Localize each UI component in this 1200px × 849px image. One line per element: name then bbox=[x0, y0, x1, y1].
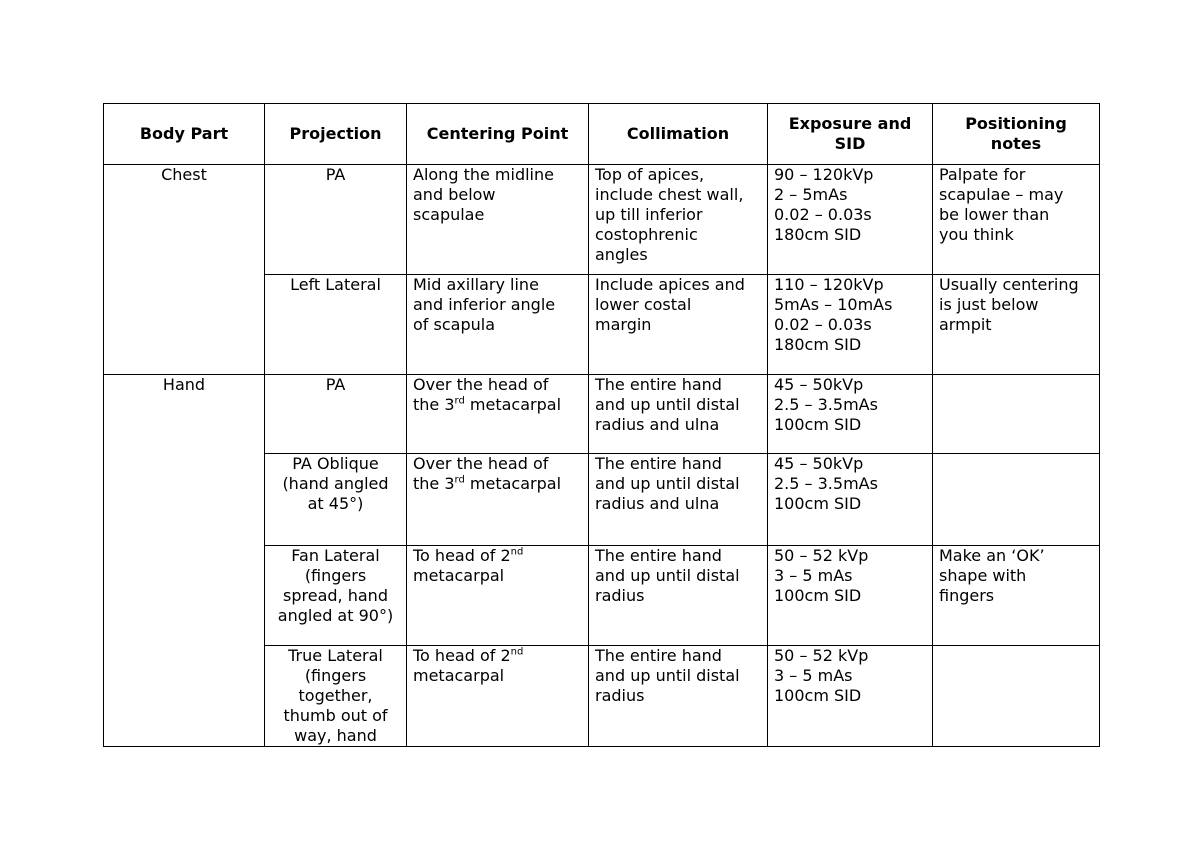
notes-cell bbox=[933, 454, 1100, 546]
projection-cell: PA bbox=[265, 165, 407, 275]
header-positioning-notes: Positioning notes bbox=[933, 104, 1100, 165]
exposure-cell: 45 – 50kVp 2.5 – 3.5mAs 100cm SID bbox=[768, 454, 933, 546]
table-row bbox=[104, 375, 1100, 454]
projection-cell: True Lateral (fingers together, thumb out of way, hand bbox=[265, 646, 407, 747]
collimation-cell: Top of apices, include chest wall, up till inferior costophrenic angles bbox=[589, 165, 768, 275]
notes-cell: Make an ‘OK’ shape with fingers bbox=[933, 546, 1100, 646]
collimation-cell: The entire hand and up until distal radius bbox=[589, 546, 768, 646]
centering-cell: To head of 2nd metacarpal bbox=[407, 546, 589, 646]
header-projection: Projection bbox=[265, 104, 407, 165]
exposure-cell: 110 – 120kVp 5mAs – 10mAs 0.02 – 0.03s 180cm SID bbox=[768, 275, 933, 375]
exposure-cell: 50 – 52 kVp 3 – 5 mAs 100cm SID bbox=[768, 646, 933, 747]
projection-cell: Left Lateral bbox=[265, 275, 407, 375]
projection-cell: PA Oblique (hand angled at 45°) bbox=[265, 454, 407, 546]
positioning-table bbox=[103, 103, 1100, 747]
exposure-cell: 90 – 120kVp 2 – 5mAs 0.02 – 0.03s 180cm SID bbox=[768, 165, 933, 275]
collimation-cell: Include apices and lower costal margin bbox=[589, 275, 768, 375]
collimation-cell: The entire hand and up until distal radius bbox=[589, 646, 768, 747]
body-part-cell: Hand bbox=[104, 375, 265, 747]
notes-cell bbox=[933, 646, 1100, 747]
centering-cell: Along the midline and below scapulae bbox=[407, 165, 589, 275]
collimation-cell: The entire hand and up until distal radius and ulna bbox=[589, 375, 768, 454]
exposure-cell: 50 – 52 kVp 3 – 5 mAs 100cm SID bbox=[768, 546, 933, 646]
centering-cell: Mid axillary line and inferior angle of scapula bbox=[407, 275, 589, 375]
notes-cell: Usually centering is just below armpit bbox=[933, 275, 1100, 375]
table-row bbox=[104, 165, 1100, 275]
notes-cell: Palpate for scapulae – may be lower than you think bbox=[933, 165, 1100, 275]
collimation-cell: The entire hand and up until distal radius and ulna bbox=[589, 454, 768, 546]
header-centering-point: Centering Point bbox=[407, 104, 589, 165]
centering-cell: Over the head of the 3rd metacarpal bbox=[407, 375, 589, 454]
header-body-part: Body Part bbox=[104, 104, 265, 165]
exposure-cell: 45 – 50kVp 2.5 – 3.5mAs 100cm SID bbox=[768, 375, 933, 454]
header-exposure-sid: Exposure and SID bbox=[768, 104, 933, 165]
projection-cell: Fan Lateral (fingers spread, hand angled at 90°) bbox=[265, 546, 407, 646]
header-row bbox=[104, 104, 1100, 165]
header-collimation: Collimation bbox=[589, 104, 768, 165]
centering-cell: To head of 2nd metacarpal bbox=[407, 646, 589, 747]
centering-cell: Over the head of the 3rd metacarpal bbox=[407, 454, 589, 546]
projection-cell: PA bbox=[265, 375, 407, 454]
body-part-cell: Chest bbox=[104, 165, 265, 375]
notes-cell bbox=[933, 375, 1100, 454]
